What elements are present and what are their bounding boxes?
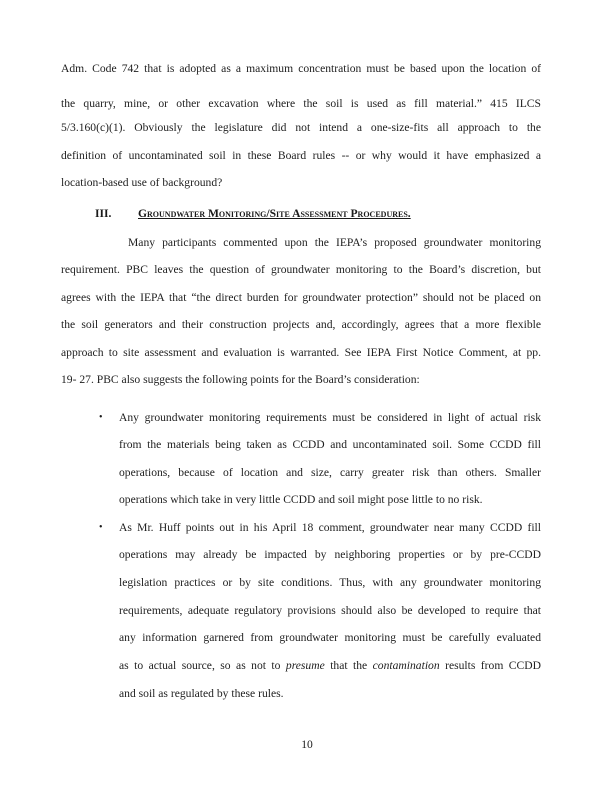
bullet-icon: • — [99, 412, 103, 423]
paragraph-line: 5/3.160(c)(1). Obviously the legislature did not intend a one-size-fits all approach to the — [61, 121, 541, 134]
emphasis-text: presume — [285, 659, 325, 672]
bullet-text: results from CCDD — [439, 659, 542, 672]
paragraph-line: requirement. PBC leaves the question of groundwater monitoring to the Board’s discretion, but — [61, 263, 541, 276]
bullet-text: that the — [324, 659, 373, 672]
paragraph-line: definition of uncontaminated soil in these Board rules -- or why would it have emphasized a — [61, 149, 541, 162]
bullet-text: as to actual source, so as not to — [119, 659, 286, 672]
emphasis-text: contamination — [372, 659, 440, 672]
bullet-line: and soil as regulated by these rules. — [119, 687, 284, 700]
paragraph-line: Adm. Code 742 that is adopted as a maximum concentration must be based upon the location of — [61, 62, 541, 75]
paragraph-line: the quarry, mine, or other excavation where the soil is used as fill material.” 415 ILCS — [61, 97, 541, 110]
section-number: III. — [95, 207, 112, 220]
section-heading — [95, 207, 411, 220]
paragraph-line: 19- 27. PBC also suggests the following points for the Board’s consideration: — [61, 373, 420, 386]
paragraph-line: the soil generators and their construction projects and, accordingly, agrees that a more flexible — [61, 318, 541, 331]
bullet-line: requirements, adequate regulatory provisions should also be developed to require that — [119, 604, 541, 617]
bullet-line: operations may already be impacted by neighboring properties or by pre-CCDD — [119, 548, 541, 561]
paragraph-line: approach to site assessment and evaluation is warranted. See IEPA First Notice Comment, at pp. — [61, 346, 541, 359]
section-title: Groundwater Monitoring/Site Assessment Procedures. — [138, 207, 411, 220]
bullet-line: from the materials being taken as CCDD and uncontaminated soil. Some CCDD fill — [119, 438, 541, 451]
bullet-line: operations, because of location and size, carry greater risk than others. Smaller — [119, 466, 541, 479]
bullet-line: Any groundwater monitoring requirements must be considered in light of actual risk — [119, 411, 541, 424]
paragraph-line: Many participants commented upon the IEPA’s proposed groundwater monitoring — [128, 236, 541, 249]
bullet-line: As Mr. Huff points out in his April 18 comment, groundwater near many CCDD fill — [119, 521, 541, 534]
bullet-line — [119, 659, 541, 673]
paragraph-line: location-based use of background? — [61, 176, 223, 189]
bullet-line: operations which take in very little CCDD and soil might pose little to no risk. — [119, 493, 483, 506]
bullet-line: any information garnered from groundwater monitoring must be carefully evaluated — [119, 631, 541, 644]
paragraph-line: agrees with the IEPA that “the direct burden for groundwater protection” should not be placed on — [61, 291, 541, 304]
bullet-line: legislation practices or by site conditions. Thus, with any groundwater monitoring — [119, 576, 541, 589]
bullet-icon: • — [99, 522, 103, 533]
page-number: 10 — [301, 738, 313, 751]
